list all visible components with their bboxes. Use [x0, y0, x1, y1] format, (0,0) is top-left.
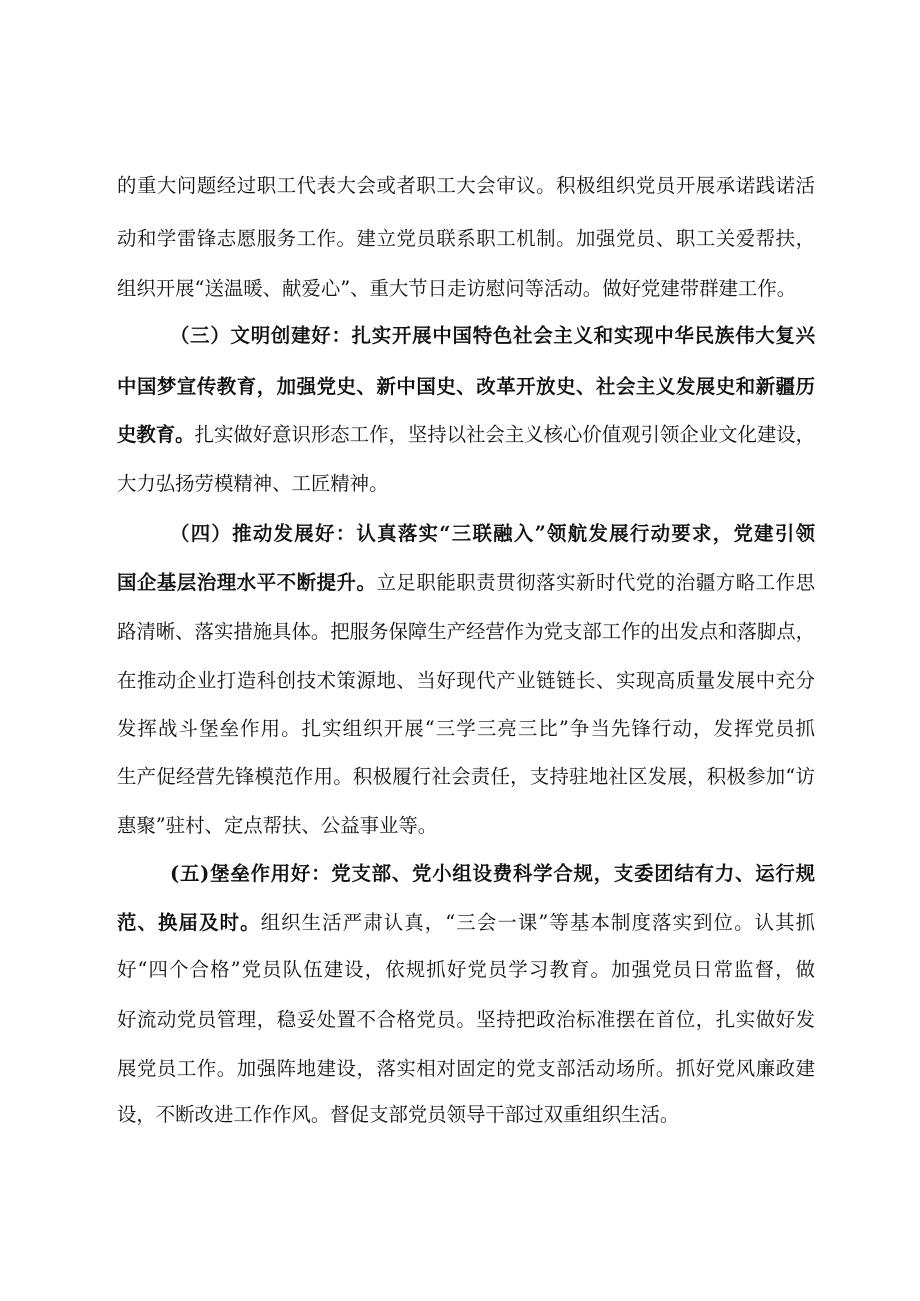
text-run: 组织开展“送温暖、献爱心”、重大节日走访慰问等活动。做好党建带群建工作。 — [117, 277, 797, 300]
text-line — [117, 269, 815, 309]
text-run: 在推动企业打造科创技术策源地、当好现代产业链链长、实现高质量发展中充分 — [117, 669, 815, 692]
text-line — [117, 219, 815, 259]
text-run: 展党员工作。加强阵地建设，落实相对固定的党支部活动场所。抓好党风廉政建 — [117, 1057, 815, 1080]
section-heading-line — [170, 514, 815, 554]
text-line — [117, 709, 815, 749]
text-line — [117, 464, 815, 504]
text-line — [117, 612, 815, 652]
text-line — [117, 1000, 815, 1040]
section-heading-line — [170, 316, 815, 356]
text-run: 大力弘扬劳模精神、工匠精神。 — [117, 472, 389, 495]
bold-text-run: 中国梦宣传教育，加强党史、新中国史、改革开放史、社会主义发展史和新疆历 — [117, 375, 815, 398]
bold-text-run: （四）推动发展好：认真落实“三联融入”领航发展行动要求，党建引领 — [170, 522, 815, 545]
text-run: 好流动党员管理，稳妥处置不合格党员。坚持把政治标准摆在首位，扎实做好发 — [117, 1008, 815, 1031]
text-run: 动和学雷锋志愿服务工作。建立党员联系职工机制。加强党员、职工关爱帮扶， — [117, 227, 815, 250]
bold-text-run: 史教育。 — [117, 423, 195, 446]
text-line — [117, 903, 815, 943]
text-run: 组织生活严肃认真，“三会一课”等基本制度落实到位。认其抓 — [260, 911, 816, 934]
text-line — [117, 415, 815, 455]
text-line — [117, 950, 815, 990]
text-run: 设，不断改进工作作风。督促支部党员领导干部过双重组织生活。 — [117, 1103, 680, 1126]
bold-text-run: （三）文明创建好：扎实开展中国特色社会主义和实现中华民族伟大复兴 — [170, 324, 815, 347]
text-run: 好“四个合格”党员队伍建设，依规抓好党员学习教育。加强党员日常监督，做 — [117, 958, 815, 981]
text-line — [117, 367, 815, 407]
text-run: 的重大问题经过职工代表大会或者职工大会审议。积极组织党员开展承诺践诺活 — [117, 174, 815, 197]
text-line — [117, 757, 815, 797]
text-run: 惠聚”驻村、定点帮扶、公益事业等。 — [117, 814, 438, 837]
text-line — [117, 1095, 815, 1135]
text-line — [117, 661, 815, 701]
section-heading-line — [170, 854, 815, 894]
text-line — [117, 166, 815, 206]
text-run: 立足职能职责贯彻落实新时代党的治疆方略工作思 — [376, 571, 815, 594]
bold-text-run: (五)堡垒作用好：党支部、党小组设费科学合规，支委团结有力、运行规 — [170, 862, 815, 885]
text-run: 扎实做好意识形态工作，坚持以社会主义核心价值观引领企业文化建设， — [194, 423, 816, 446]
text-line — [117, 806, 815, 846]
bold-text-run: 国企基层治理水平不断提升。 — [117, 571, 377, 594]
bold-text-run: 范、换届及时。 — [117, 911, 261, 934]
text-run: 发挥战斗堡垒作用。扎实组织开展“三学三亮三比”争当先锋行动，发挥党员抓 — [117, 717, 815, 740]
text-line — [117, 563, 815, 603]
text-run: 生产促经营先锋模范作用。积极履行社会责任，支持驻地社区发展，积极参加“访 — [117, 765, 815, 788]
text-run: 路清晰、落实措施具体。把服务保障生产经营作为党支部工作的出发点和落脚点， — [117, 620, 816, 643]
text-line — [117, 1049, 815, 1089]
